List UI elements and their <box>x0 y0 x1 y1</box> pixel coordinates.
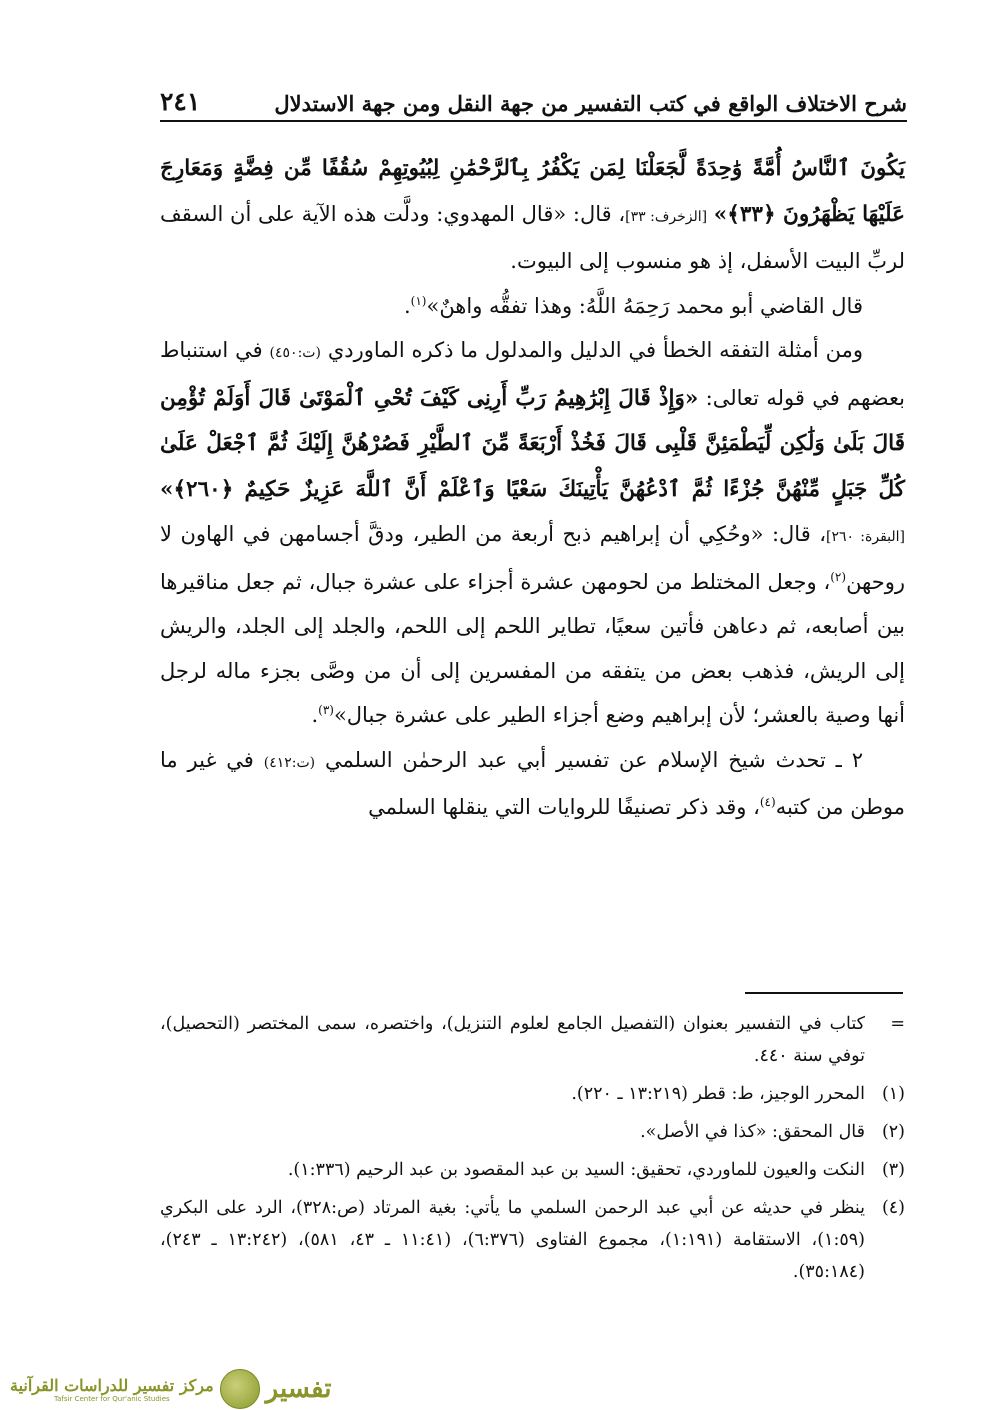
paragraph-text: قال القاضي أبو محمد رَحِمَهُ اللَّهُ: وهذا تفقُّه واهنٌ» <box>426 293 863 318</box>
quran-verse: «وَإِذْ قَالَ إِبْرَٰهِيمُ رَبِّ أَرِنِى كَيْفَ تُحْىِ ٱلْمَوْتَىٰ قَالَ أَوَلَمْ تُؤْمِن قَالَ بَلَىٰ وَلَٰكِن لِّيَطْمَئِنَّ قَلْبِى قَالَ فَخُذْ أَرْبَعَةً مِّنَ ٱلطَّيْرِ فَصُرْهُنَّ إِلَيْكَ ثُمَّ ٱجْعَلْ عَلَىٰ كُلِّ جَبَلٍ مِّنْهُنَّ جُزْءًا ثُمَّ ٱدْعُهُنَّ يَأْتِينَكَ سَعْيًا وَٱعْلَمْ أَنَّ ٱللَّهَ عَزِيزٌ حَكِيمٌ ﴿٢٦٠﴾» <box>160 385 905 502</box>
footnote-ref-4: (٤) <box>759 795 776 809</box>
paragraph-text: في استنباط بعضهم في قوله تعالى: <box>160 338 905 410</box>
paragraph-3 <box>160 328 905 738</box>
footnote-text: كتاب في التفسير بعنوان (التفصيل الجامع لعلوم التنزيل)، واختصره، سمى المختصر (التحصيل)، توفي سنة ٤٤٠. <box>160 1014 865 1066</box>
footnote-marker: (٣) <box>881 1160 905 1180</box>
page-number: ٢٤١ <box>160 87 201 116</box>
death-date: (ت:٤٥٠) <box>269 345 321 361</box>
footnote-ref-1: (١) <box>410 293 427 308</box>
paragraph-text: ٢ ـ تحدث شيخ الإسلام عن تفسير أبي عبد الرحمٰن السلمي <box>324 747 863 772</box>
footnote-text: المحرر الوجيز، ط: قطر (١٣:٢١٩ ـ ٢٢٠). <box>571 1084 865 1104</box>
paragraph-end: . <box>311 703 319 727</box>
paragraph-end: . <box>403 293 411 318</box>
death-date: (ت:٤١٢) <box>263 754 316 771</box>
footnote-marker: (١) <box>881 1084 905 1104</box>
globe-icon <box>220 1369 260 1409</box>
footnote-marker: = <box>890 1014 905 1034</box>
paragraph-2 <box>160 284 905 329</box>
paragraph-text: في غير ما موطن من كتبه <box>160 747 905 819</box>
footnote-4 <box>160 1192 905 1288</box>
logo-word: تفسير <box>265 1374 332 1404</box>
paragraph-1 <box>160 146 905 284</box>
verse-citation: [البقرة: ٢٦٠] <box>826 529 906 545</box>
paragraph-text: ، قال: «وحُكِي أن إبراهيم ذبح أربعة من الطير، ودقَّ أجسامهن في الهاون لا روحهن <box>160 522 905 594</box>
footnote-separator <box>745 992 903 994</box>
footnote-text: ينظر في حديثه عن أبي عبد الرحمن السلمي ما يأتي: بغية المرتاد (ص:٣٢٨)، الرد على البكري (١:٥٩)، الاستقامة (١:١٩١)، مجموع الفتاوى (٦:٣٧٦)، (١١:٤١ ـ ٤٣، ٥٨١)، (١٣:٢٤٢ ـ ٢٤٣)، (٣٥:١٨٤). <box>160 1198 866 1282</box>
footnote-ref-3: (٣) <box>318 703 334 717</box>
main-text <box>160 146 905 830</box>
running-title: شرح الاختلاف الواقع في كتب التفسير من جهة النقل ومن جهة الاستدلال <box>274 91 907 116</box>
footnote-text: النكت والعيون للماوردي، تحقيق: السيد بن عبد المقصود بن عبد الرحيم (١:٣٣٦). <box>287 1160 865 1180</box>
footnote-1 <box>160 1078 905 1110</box>
paragraph-text: ، وجعل المختلط من لحومهن عشرة أجزاء على عشرة جبال، ثم جعل مناقيرها بين أصابعه، ثم دعاهن فأتين سعيًا، تطاير اللحم إلى اللحم، والجلد إلى الجلد، والريش إلى الريش، فذهب بعض من يتفقه من المفسرين إلى أن من وصَّى بجزء ماله لرجل أنها وصية بالعشر؛ لأن إبراهيم وضع أجزاء الطير على عشرة جبال» <box>160 569 905 727</box>
footnote-marker: (٤) <box>881 1198 905 1218</box>
publisher-logo <box>10 1368 331 1410</box>
footnote-text: قال المحقق: «كذا في الأصل». <box>640 1122 865 1142</box>
paragraph-4 <box>160 738 905 830</box>
paragraph-text: ومن أمثلة التفقه الخطأ في الدليل والمدلول ما ذكره الماوردي <box>327 338 863 362</box>
logo-arabic-name: مركز تفسير للدراسات القرآنية <box>10 1375 214 1395</box>
quran-verse: يَكُونَ ٱلنَّاسُ أُمَّةً وَٰحِدَةً لَّجَعَلْنَا لِمَن يَكْفُرُ بِٱلرَّحْمَٰنِ لِبُيُوتِهِمْ سُقُفًا مِّن فِضَّةٍ وَمَعَارِجَ عَلَيْهَا يَظْهَرُونَ ﴿٣٣﴾» <box>160 156 905 227</box>
page-header <box>160 84 907 122</box>
footnote-continuation <box>160 1008 905 1072</box>
logo-english-name: Tafsir Center for Qur'anic Studies <box>54 1394 170 1403</box>
footnotes <box>160 1008 905 1294</box>
footnote-ref-2: (٢) <box>830 569 847 584</box>
footnote-marker: (٢) <box>881 1122 905 1142</box>
logo-text <box>10 1376 214 1403</box>
verse-citation: [الزخرف: ٣٣] <box>625 208 708 225</box>
paragraph-text: ، قال: «قال المهدوي: ودلَّت هذه الآية على أن السقف لربِّ البيت الأسفل، إذ هو منسوب إلى البيوت. <box>160 201 905 273</box>
footnote-2 <box>160 1116 905 1148</box>
paragraph-text: ، وقد ذكر تصنيفًا للروايات التي ينقلها السلمي <box>368 795 760 819</box>
footnote-3 <box>160 1154 905 1186</box>
